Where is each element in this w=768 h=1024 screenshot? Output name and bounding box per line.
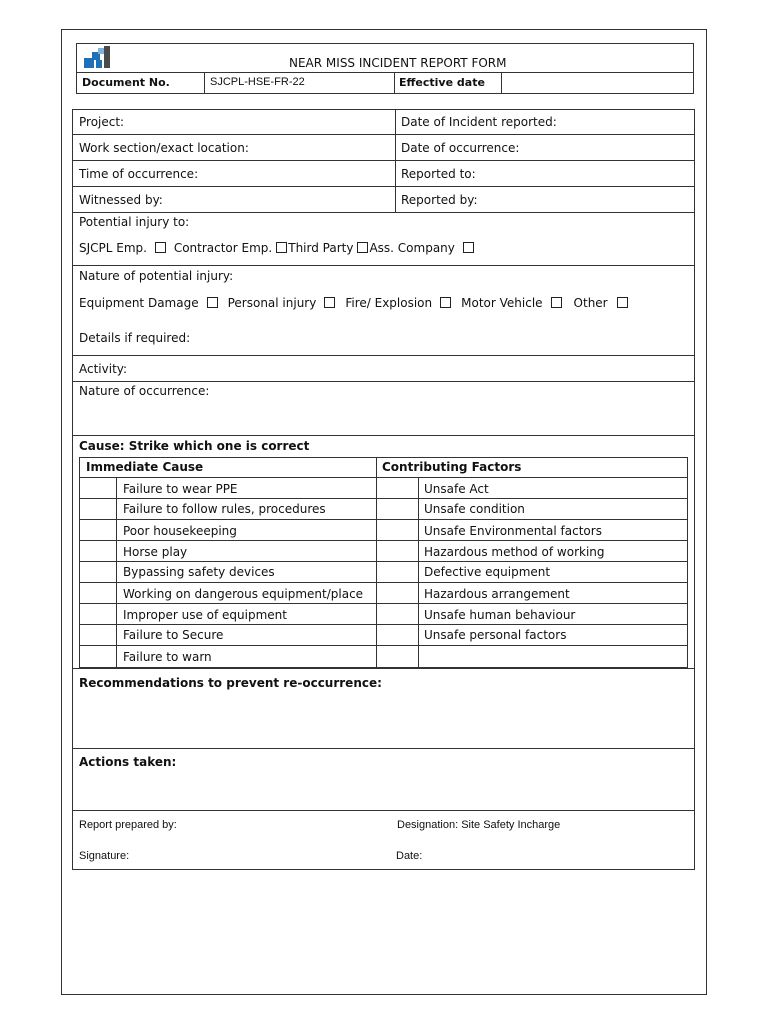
document-no-value: SJCPL-HSE-FR-22 [210,76,305,88]
activity-field: Activity: [79,362,128,376]
option-contractor-emp: Contractor Emp. [173,241,273,255]
contributing-factor-item: Unsafe Act [424,482,489,496]
location-field: Work section/exact location: [79,141,249,155]
immediate-cause-item: Improper use of equipment [123,608,287,622]
checkbox-contractor-emp[interactable] [276,242,287,253]
immediate-cause-item: Poor housekeeping [123,524,237,538]
option-motor-vehicle: Motor Vehicle [461,296,543,310]
option-third-party: Third Party [288,241,354,255]
nature-occurrence-field: Nature of occurrence: [79,384,210,398]
checkbox-personal-injury[interactable] [324,297,335,308]
potential-injury-options [79,241,478,255]
option-personal-injury: Personal injury [227,296,317,310]
checkbox-third-party[interactable] [357,242,368,253]
contributing-factor-item: Unsafe personal factors [424,628,567,642]
reported-to-field: Reported to: [401,167,476,181]
checkbox-motor-vehicle[interactable] [551,297,562,308]
immediate-cause-item: Working on dangerous equipment/place [123,587,364,601]
report-prepared-by: Report prepared by: [79,819,177,831]
immediate-cause-item: Failure to wear PPE [123,482,238,496]
company-logo [84,46,112,68]
option-sjcpl-emp: SJCPL Emp. [79,241,147,255]
header-divider [76,72,694,73]
nature-injury-heading: Nature of potential injury: [79,269,234,283]
date: Date: [396,850,423,862]
contributing-factor-item: Defective equipment [424,565,551,579]
contributing-factor-item: Hazardous method of working [424,545,605,559]
immediate-cause-item: Failure to Secure [123,628,224,642]
cause-heading: Cause: Strike which one is correct [79,439,310,453]
date-occurrence-field: Date of occurrence: [401,141,520,155]
project-field: Project: [79,115,125,129]
contributing-factor-item: Unsafe Environmental factors [424,524,602,538]
effective-date-label: Effective date [399,76,485,89]
immediate-cause-item: Bypassing safety devices [123,565,275,579]
contributing-factor-item: Unsafe human behaviour [424,608,576,622]
immediate-cause-item: Horse play [123,545,188,559]
option-equipment-damage: Equipment Damage [79,296,199,310]
date-reported-field: Date of Incident reported: [401,115,557,129]
nature-injury-options [79,296,628,310]
checkbox-equipment-damage[interactable] [207,297,218,308]
contributing-factors-header: Contributing Factors [382,460,522,474]
checkbox-ass-company[interactable] [463,242,474,253]
checkbox-other[interactable] [617,297,628,308]
immediate-cause-item: Failure to warn [123,650,212,664]
reported-by-field: Reported by: [401,193,478,207]
option-ass-company: Ass. Company [369,241,455,255]
recommendations-label: Recommendations to prevent re-occurrence: [79,676,382,690]
contributing-factor-item: Hazardous arrangement [424,587,570,601]
checkbox-sjcpl-emp[interactable] [155,242,166,253]
designation: Designation: Site Safety Incharge [397,819,561,831]
actions-taken-label: Actions taken: [79,755,177,769]
form-title: NEAR MISS INCIDENT REPORT FORM [289,56,507,70]
details-label: Details if required: [79,331,191,345]
witnessed-by-field: Witnessed by: [79,193,163,207]
potential-injury-heading: Potential injury to: [79,215,190,229]
contributing-factor-item: Unsafe condition [424,502,525,516]
immediate-cause-item: Failure to follow rules, procedures [123,502,326,516]
checkbox-fire-explosion[interactable] [440,297,451,308]
option-other: Other [573,296,608,310]
immediate-cause-header: Immediate Cause [86,460,204,474]
document-no-label: Document No. [82,76,170,89]
option-fire-explosion: Fire/ Explosion [345,296,433,310]
time-occurrence-field: Time of occurrence: [79,167,199,181]
signature: Signature: [79,850,130,862]
